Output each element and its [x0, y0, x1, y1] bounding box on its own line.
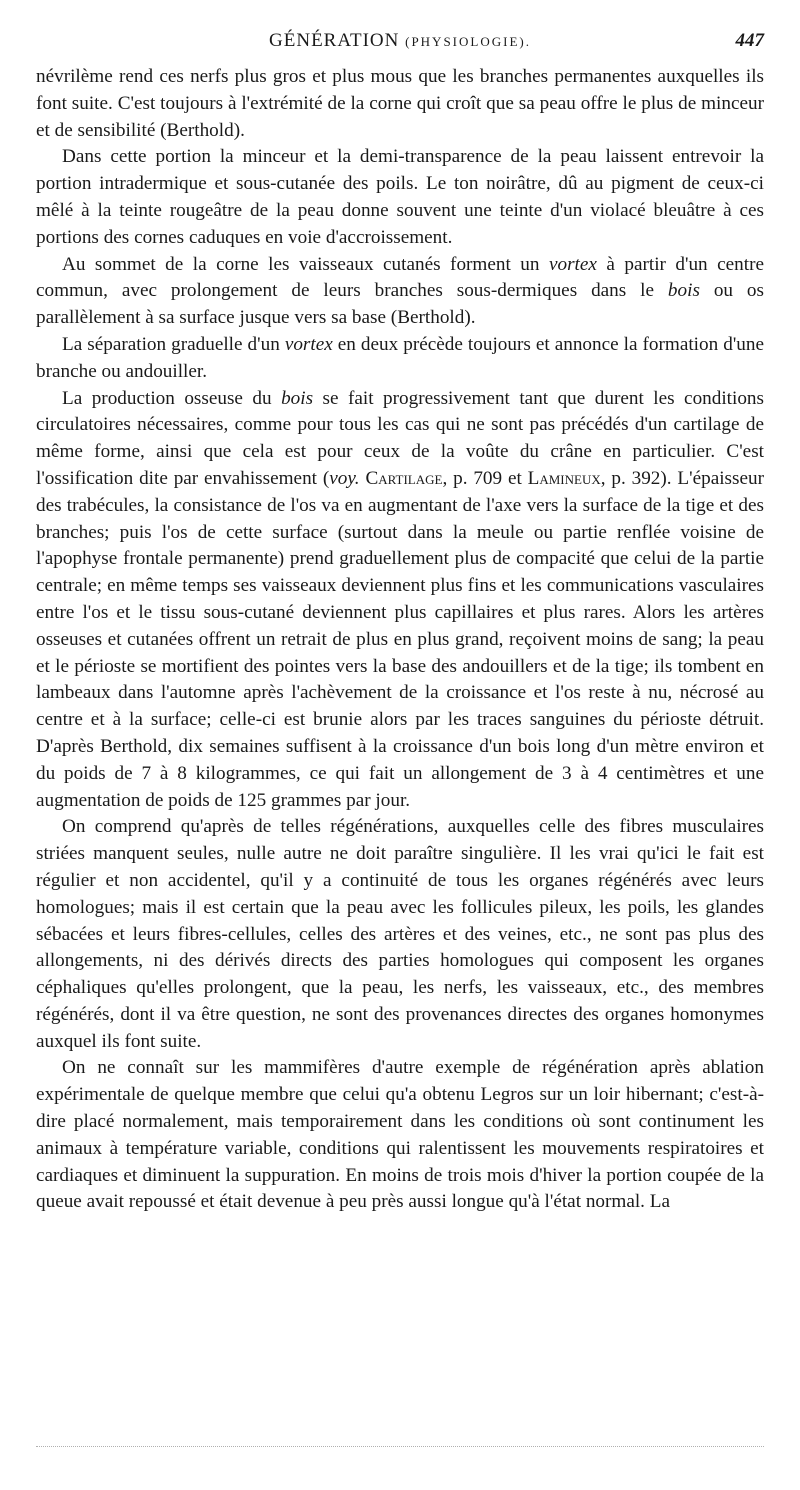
paragraph-3	[36, 252, 764, 332]
p3-text-a: Au sommet de la corne les vaisseaux cutanés forment un	[62, 253, 549, 275]
xref-cartilage: Cartilage	[365, 467, 443, 489]
paragraph-6: On comprend qu'après de telles régénérations, auxquelles celle des fibres musculaires striées manquent seules, nulle autre ne doit paraître singulière. Il les vrai qu'ici le fait est régulier et non accidentel, qu'il y a continuité de tous les organes régénérés avec leurs homologues; mais il est certain que la peau avec les follicules pileux, les poils, les glandes sébacées et leurs fibres-cellules, celles des artères et des veines, etc., ne sont pas plus des allongements, ni des dérivés directs des parties homologues qui composent les organes céphaliques qu'elles prolongent, que la peau, les nerfs, les vaisseaux, etc., des membres régénérés, dont il va être question, ne sont des provenances directes des organes homonymes auxquel ils font suite.	[36, 816, 764, 1052]
bottom-dotted-rule	[36, 1446, 764, 1447]
p5-text-a: La production osseuse du	[62, 387, 282, 409]
p3-text-e: ou os parallèlement à sa surface jusque vers sa base (Berthold).	[36, 280, 764, 329]
title-main: GÉNÉRATION	[269, 30, 400, 51]
paragraph-2: Dans cette portion la minceur et la demi-transparence de la peau laissent entrevoir la portion intradermique et sous-cutanée des poils. Le ton noirâtre, dû au pigment de ceux-ci mêlé à la teinte rougeâtre de la peau donne souvent une teinte d'un violacé bleuâtre à ces portions des cornes caduques en voie d'accroissement.	[36, 146, 764, 248]
p5-text-c: se fait progressivement tant que durent les conditions circulatoires nécessaires, comme pour tous les cas qui ne sont pas précédés d'un cartilage de même forme, ainsi que cela est pour ceux de la voûte du crâne en particulier. C'est l'ossification dite par envahissement (	[36, 387, 764, 489]
paragraph-1: névrilème rend ces nerfs plus gros et plus mous que les branches permanentes auxquelles ils font suite. C'est toujours à l'extrémité de la corne qui croît que sa peau offre le plus de minceur et de sensibilité (Berthold).	[36, 66, 764, 141]
p3-italic-vortex: vortex	[548, 253, 597, 275]
p4-text-c: en deux précède toujours et annonce la formation d'une branche ou andouiller.	[36, 333, 764, 382]
p4-text-a: La séparation graduelle d'un	[62, 333, 285, 355]
p5-text-f: , p. 709 et	[442, 467, 528, 489]
paragraph-4	[36, 332, 764, 386]
p4-italic-vortex: vortex	[284, 333, 333, 355]
title-sub: (PHYSIOLOGIE).	[405, 34, 531, 49]
text-body	[36, 64, 764, 1216]
paragraph-7: On ne connaît sur les mammifères d'autre exemple de régénération après ablation expérimentale de quelque membre que celui qu'a obtenu Legros sur un loir hibernant; c'est-à-dire placé normalement, mais temporairement dans les conditions où sont continument les animaux à température variable, conditions qui ralentissent les mouvements respiratoires et cardiaques et diminuent la suppuration. En moins de trois mois d'hiver la portion coupée de la queue avait repoussé et était devenue à peu près aussi longue qu'à l'état normal. La	[36, 1057, 764, 1213]
p5-text-h: , p. 392). L'épaisseur des trabécules, la consistance de l'os va en augmentant de l'axe vers la surface de la tige et des branches; puis l'os de cette surface (surtout dans la meule ou partie renflée voisine de l'apophyse frontale permanente) prend graduellement plus de compacité que celui de la partie centrale; en même temps ses vaisseaux deviennent plus fins et les communications vasculaires entre l'os et le tissu sous-cutané deviennent plus capillaires et plus rares. Alors les artères osseuses et cutanées offrent un retrait de plus en plus grand, reçoivent moins de sang; la peau et le périoste se mortifient des pointes vers la base des andouillers et de la tige; ils tombent en lambeaux dans l'automne après l'achèvement de la croissance et l'os reste à nu, nécrosé au centre et à la surface; celle-ci est brunie alors par les traces sanguines du périoste détruit. D'après Berthold, dix semaines suffisent à la croissance d'un bois long d'un mètre environ et du poids de 7 à 8 kilogrammes, ce qui fait un allongement de 3 à 4 centimètres et une augmentation de poids de 125 grammes par jour.	[36, 467, 764, 811]
p5-italic-bois: bois	[281, 387, 314, 409]
paragraph-5	[36, 386, 764, 815]
running-header	[36, 30, 764, 56]
xref-lamineux: Lamineux	[527, 467, 601, 489]
p3-italic-bois: bois	[667, 280, 700, 302]
p5-italic-voy: voy.	[329, 467, 360, 489]
p3-text-c: à partir d'un centre commun, avec prolongement de leurs branches sous-dermiques dans le	[36, 253, 764, 302]
page-number: 447	[735, 30, 764, 51]
running-title	[36, 30, 764, 52]
